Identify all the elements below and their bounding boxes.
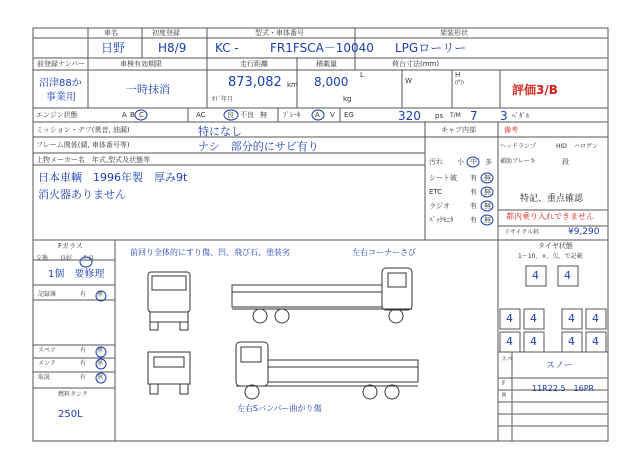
tire-front-left: 4 (532, 269, 539, 282)
brake-v: V (330, 111, 335, 119)
ps-unit: ps (435, 112, 444, 120)
mission-label: ミッション・デフ(異音, 油漏) (36, 126, 130, 134)
brake-label: ﾌﾞﾚｰｷ (283, 111, 301, 119)
cab-dirt-small: 小 (457, 158, 464, 166)
ac-none: 無 (260, 111, 267, 119)
cab-dirt-many: 多 (485, 158, 492, 166)
body-line1: 日本車輌 1996年製 厚み9t (38, 171, 188, 184)
tire-rear1-4: 4 (592, 312, 599, 325)
cab-monitor-yes: 有 (470, 216, 477, 224)
aux-brake-label: 補助ブレーキ (500, 158, 536, 165)
tire-front-right: 4 (564, 269, 571, 282)
manual-no: 無 (97, 374, 104, 381)
pedal-value: 3 (500, 109, 508, 123)
chassis-value: FR1FSCA－10040 (270, 41, 374, 55)
cab-radio-no: 無 (484, 202, 491, 210)
rating-value: 評価3/B (512, 83, 558, 97)
cab-monitor-label: ﾊﾞｯｸﾓﾆﾀ (429, 216, 454, 224)
ps-value: 320 (398, 109, 421, 123)
tire-rear1-1: 4 (506, 312, 513, 325)
mileage-unit: km (287, 81, 298, 89)
engine-state-label: エンジン状態 (36, 111, 78, 119)
body-line2: 消火器ありません (38, 188, 126, 201)
label-cargo-dims: 荷台寸法(mm) (392, 60, 440, 68)
plate-line2: 事業用 (46, 92, 76, 103)
ac-bad: 不良 (240, 111, 254, 119)
fglass-value: 1個 要修理 (48, 269, 105, 280)
tm-label: T/M (450, 112, 461, 119)
cab-radio-yes: 有 (470, 202, 477, 210)
cab-etc-no: 無 (484, 188, 491, 196)
pedal-unit: ﾍﾟﾀﾞﾙ (512, 112, 530, 120)
diagram-note-front: 前回り全体的にすり傷、凹、飛び石、塗装劣 (130, 248, 290, 257)
frame-value: ナシ 部分的にサビ有り (198, 140, 319, 153)
hid-label: HID (556, 143, 567, 150)
cab-seat-no: 無 (484, 174, 491, 182)
special-red-note: 都内乗り入れできません (506, 212, 594, 221)
cab-etc-label: ETC (429, 188, 443, 196)
cab-label: キャブ内部 (441, 126, 476, 134)
fuel-tank-value: 250L (58, 409, 83, 420)
tire-rear1-3: 4 (568, 312, 575, 325)
model-value: KC - (215, 41, 239, 55)
capacity-unit: kg (343, 95, 352, 103)
spare-yes: 有 (80, 347, 87, 354)
label-height: H (455, 71, 461, 79)
maint-yes: 有 (80, 360, 87, 367)
tm-value: 7 (470, 109, 478, 123)
ac-label: AC (196, 111, 206, 119)
inspection-value: 一時抹消 (126, 83, 170, 96)
tire-rear2-2: 4 (530, 335, 537, 348)
engine-grade-b: B (130, 111, 135, 119)
odo-months-label: ｵﾄﾞ年月 (212, 96, 234, 103)
recycle-value: ¥9,290 (568, 227, 600, 237)
body-shape-value: LPGローリー (395, 41, 467, 55)
engine-grade-c: C (139, 111, 144, 119)
cab-monitor-no: 無 (484, 216, 491, 224)
tire-title: タイヤ状態 (538, 242, 573, 250)
record-book-label: 記録簿 (38, 291, 57, 298)
tire-size-r-label: R (502, 392, 507, 399)
cab-dirt-mid: 中 (470, 158, 477, 166)
label-height-sub: (門) (455, 80, 464, 86)
aux-brake-value: 段 (562, 158, 569, 166)
brake-a: A (315, 111, 320, 119)
label-inspection-expiry: 車検有効期限 (120, 60, 162, 68)
fglass-bad: 不良 (82, 255, 95, 262)
ac-good: 良 (227, 111, 234, 119)
maint-no: 無 (97, 360, 104, 367)
first-registration-value: H8/9 (158, 41, 187, 55)
cab-radio-label: ラジオ (429, 202, 450, 210)
fglass-replace: 交換 (36, 255, 49, 262)
tire-spare-label: スペ (501, 356, 514, 363)
tire-rear2-1: 4 (506, 335, 513, 348)
eg-label: EG (344, 111, 354, 119)
mileage-value: 873,082 (228, 75, 282, 90)
tire-size-f-label: F (502, 380, 506, 387)
fglass-label: Fガラス (58, 242, 83, 250)
label-model-chassis: 型式・車体番号 (255, 29, 304, 37)
plate-line1: 沼津88か (39, 78, 82, 89)
diagram-note-bumper: 左右Sバンパー曲がり傷 (237, 404, 322, 413)
label-width: W (405, 77, 412, 85)
maint-label: メンテ (38, 360, 57, 367)
spare-no: 無 (97, 347, 104, 354)
label-car-name: 車名 (104, 29, 118, 37)
tire-rear1-2: 4 (530, 312, 537, 325)
vehicle-maker: 日野 (101, 41, 126, 55)
fglass-good: 良好 (60, 255, 73, 262)
notes-label: 備考 (504, 126, 518, 134)
label-mileage: 走行距離 (240, 60, 268, 68)
label-length: L (360, 71, 364, 79)
manual-yes: 有 (80, 374, 87, 381)
headlight-label: ヘッドランプ (500, 143, 537, 150)
body-maker-label: 上物メーカー名 年式,型式及状態等 (36, 156, 151, 164)
mission-value: 特になし (198, 125, 242, 138)
label-body-type: 架装形状 (440, 29, 468, 37)
cab-seat-label: シート破 (429, 174, 457, 182)
label-prev-plate: 前登録ナンバー (37, 60, 86, 68)
frame-label: フレーム関係(錆, 車体番号等) (36, 141, 130, 149)
cab-seat-yes: 有 (470, 174, 477, 182)
spare-label: スペア (38, 347, 57, 354)
tire-size-value: 11R22.5 16PR (532, 384, 595, 393)
label-first-registration: 初度登録 (152, 29, 180, 37)
tire-rear2-3: 4 (568, 335, 575, 348)
cab-etc-yes: 有 (470, 188, 477, 196)
halogen-label: ハロゲン (574, 143, 598, 150)
fuel-tank-label: 燃料タンク (58, 391, 88, 398)
tire-rear2-4: 4 (592, 335, 599, 348)
label-capacity: 積載量 (316, 60, 337, 68)
tire-subtitle: 1〜10、×、欠、で記載 (518, 253, 583, 260)
recycle-label: リサイクル料 (504, 229, 540, 236)
record-no: 無 (97, 291, 104, 298)
engine-grade-a: A (122, 111, 127, 119)
tire-spare-value: スノー (546, 361, 573, 371)
diagram-note-corner: 左右コーナーさび (352, 248, 416, 257)
manual-label: 取説 (38, 374, 51, 381)
record-yes: 有 (80, 291, 87, 298)
truck-diagrams (148, 268, 418, 399)
special-title: 特記、重点確認 (520, 194, 584, 204)
cab-dirt-label: 汚れ (429, 158, 443, 166)
capacity-value: 8,000 (314, 75, 349, 89)
